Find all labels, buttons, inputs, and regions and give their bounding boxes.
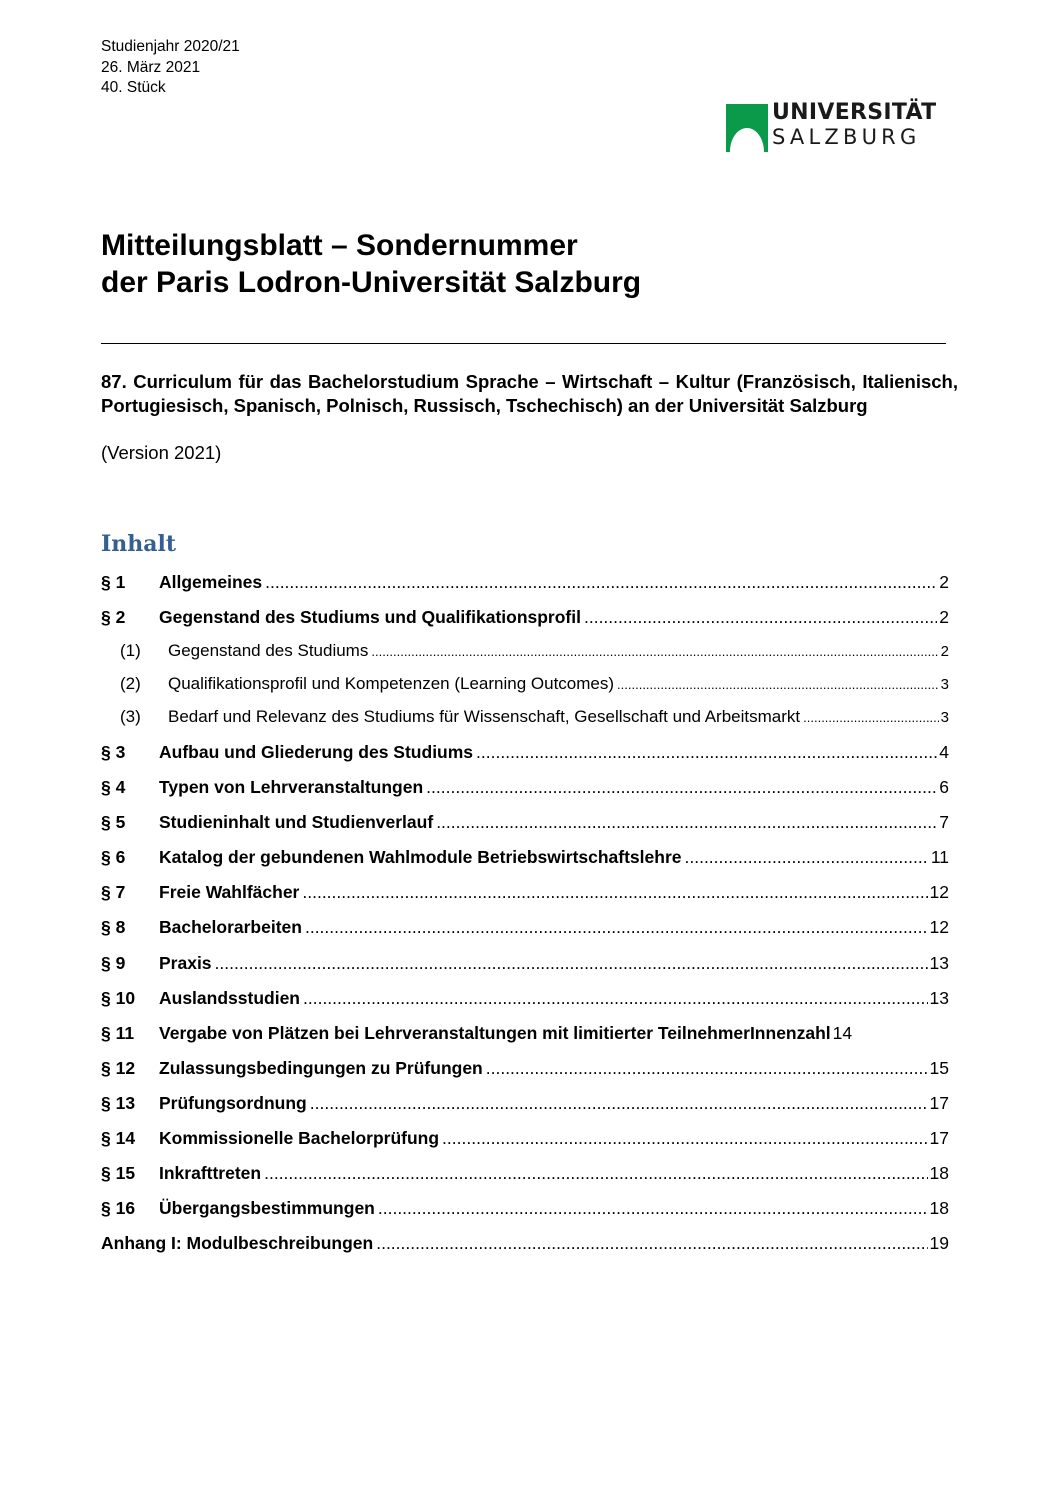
toc-leader-dots — [473, 742, 937, 763]
toc-entry[interactable] — [101, 674, 949, 698]
toc-entry-label: Zulassungsbedingungen zu Prüfungen — [159, 1058, 483, 1078]
toc-entry-page: 2 — [939, 572, 949, 592]
toc-entry-label: Bedarf und Relevanz des Studiums für Wissenschaft, Gesellschaft und Arbeitsmarkt — [168, 707, 801, 726]
toc-leader-dots — [614, 677, 939, 692]
toc-entry-label: Anhang I: Modulbeschreibungen — [101, 1233, 374, 1253]
toc-entry-page: 18 — [929, 1198, 949, 1218]
toc-leader-dots — [368, 644, 938, 659]
publication-info — [101, 37, 240, 99]
toc-entry-label: Bachelorarbeiten — [159, 917, 302, 937]
toc-entry[interactable] — [101, 988, 949, 1012]
toc-leader-dots — [299, 882, 927, 903]
academic-year: Studienjahr 2020/21 — [101, 38, 240, 55]
toc-entry[interactable] — [101, 607, 949, 631]
toc-entry-number: (3) — [120, 707, 141, 726]
toc-entry-number: § 9 — [101, 953, 126, 973]
toc-leader-dots — [682, 847, 929, 868]
toc-leader-dots — [375, 1198, 928, 1219]
toc-entry[interactable] — [101, 917, 949, 941]
toc-entry-label: Vergabe von Plätzen bei Lehrveranstaltungen mit limitierter TeilnehmerInnenzahl — [159, 1023, 831, 1043]
toc-entry-number: § 12 — [101, 1058, 136, 1078]
page-title-line2: der Paris Lodron-Universität Salzburg — [101, 266, 642, 299]
toc-entry-number: (2) — [120, 674, 141, 693]
toc-entry-number: (1) — [120, 641, 141, 660]
page-title — [101, 227, 641, 301]
university-logo — [726, 100, 937, 156]
toc-entry[interactable] — [101, 1093, 949, 1117]
toc-entry-label: Studieninhalt und Studienverlauf — [159, 812, 434, 832]
toc-entry[interactable] — [101, 882, 949, 906]
document-heading: 87. Curriculum für das Bachelorstudium Sprache – Wirtschaft – Kultur (Französisch, Italienisch, Portugiesisch, Spanisch, Polnisch, Russisch, Tschechisch) an der Universität Salzburg — [101, 371, 958, 416]
toc-entry-number: § 1 — [101, 572, 126, 592]
toc-entry-number: § 6 — [101, 847, 126, 867]
toc-leader-dots — [423, 777, 937, 798]
toc-title: Inhalt — [101, 531, 177, 557]
toc-entry-number: § 14 — [101, 1128, 136, 1148]
issue-date: 26. März 2021 — [101, 58, 201, 76]
toc-entry-number: § 11 — [101, 1023, 135, 1043]
toc-entry[interactable] — [101, 953, 949, 977]
toc-entry-label: Kommissionelle Bachelorprüfung — [159, 1128, 440, 1148]
toc-entry-label: Freie Wahlfächer — [159, 882, 300, 902]
toc-entry-number: § 10 — [101, 988, 136, 1008]
toc-entry-page: 18 — [929, 1163, 949, 1183]
toc-entry-label: Katalog der gebundenen Wahlmodule Betriebswirtschaftslehre — [159, 847, 682, 867]
toc-entry-page: 17 — [929, 1093, 949, 1113]
toc-entry-page: 3 — [940, 709, 949, 726]
toc-entry[interactable] — [101, 707, 949, 731]
toc-leader-dots — [433, 812, 937, 833]
toc-entry-label: Prüfungsordnung — [159, 1093, 307, 1113]
toc-entry[interactable] — [101, 1128, 949, 1152]
toc-entry-page: 3 — [940, 676, 949, 693]
toc-entry-number: § 15 — [101, 1163, 136, 1183]
toc-entry-page: 7 — [939, 812, 949, 832]
document-version: (Version 2021) — [101, 442, 222, 463]
toc-entry-page: 11 — [930, 847, 949, 867]
toc-entry-number: § 4 — [101, 777, 126, 797]
toc-entry-label: Auslandsstudien — [159, 988, 300, 1008]
toc-entry-number: § 16 — [101, 1198, 136, 1218]
toc-entry[interactable] — [101, 572, 949, 596]
toc-entry-number: § 13 — [101, 1093, 136, 1113]
toc-leader-dots — [262, 572, 937, 593]
toc-entry-number: § 3 — [101, 742, 126, 762]
toc-entry[interactable] — [101, 847, 949, 871]
toc-entry-page: 12 — [929, 917, 949, 937]
logo-arch-icon — [726, 104, 768, 152]
logo-wordmark-line1: UNIVERSITÄT — [772, 100, 937, 125]
toc-entry[interactable] — [101, 777, 949, 801]
toc-entry-label: Gegenstand des Studiums — [168, 641, 369, 660]
issue-number: 40. Stück — [101, 79, 166, 96]
toc-entry-page: 17 — [929, 1128, 949, 1148]
toc-leader-dots — [483, 1058, 928, 1079]
toc-entry-label: Typen von Lehrveranstaltungen — [159, 777, 424, 797]
toc-leader-dots — [307, 1093, 928, 1114]
toc-entry-number: § 8 — [101, 917, 126, 937]
logo-wordmark-line2: SALZBURG — [772, 125, 921, 149]
toc-entry[interactable] — [101, 812, 949, 836]
toc-leader-dots — [261, 1163, 927, 1184]
toc-entry-page: 4 — [939, 742, 949, 762]
toc-entry[interactable] — [101, 641, 949, 665]
toc-entry-page: 19 — [929, 1233, 949, 1253]
toc-entry-page: 12 — [929, 882, 949, 902]
toc-entry-label: Qualifikationsprofil und Kompetenzen (Learning Outcomes) — [168, 674, 615, 693]
toc-entry-page: 13 — [929, 953, 949, 973]
toc-leader-dots — [439, 1128, 927, 1149]
toc-entry-label: Allgemeines — [159, 572, 263, 592]
toc-entry[interactable] — [101, 1233, 949, 1257]
divider — [101, 343, 946, 344]
toc-entry-page: 14 — [832, 1023, 853, 1043]
toc-entry[interactable] — [101, 1023, 949, 1047]
toc-leader-dots — [302, 917, 928, 938]
toc-entry-label: Aufbau und Gliederung des Studiums — [159, 742, 474, 762]
toc-entry[interactable] — [101, 1058, 949, 1082]
page-title-line1: Mitteilungsblatt – Sondernummer — [101, 229, 578, 262]
toc-entry-page: 13 — [929, 988, 949, 1008]
toc-leader-dots — [373, 1233, 927, 1254]
toc-leader-dots — [300, 988, 928, 1009]
toc-leader-dots — [581, 607, 937, 628]
toc-entry-label: Praxis — [159, 953, 212, 973]
toc-leader-dots — [212, 953, 928, 974]
toc-entry-page: 15 — [929, 1058, 949, 1078]
toc-entry-number: § 5 — [101, 812, 126, 832]
toc-entry[interactable] — [101, 742, 949, 766]
toc-entry[interactable] — [101, 1198, 949, 1222]
toc-entry[interactable] — [101, 1163, 949, 1187]
toc-leader-dots — [800, 710, 939, 725]
toc-entry-page: 2 — [939, 607, 949, 627]
toc-entry-label: Gegenstand des Studiums und Qualifikationsprofil — [159, 607, 581, 627]
toc-entry-label: Übergangsbestimmungen — [159, 1198, 375, 1218]
toc-entry-page: 6 — [939, 777, 949, 797]
toc-entry-number: § 7 — [101, 882, 126, 902]
toc-entry-number: § 2 — [101, 607, 126, 627]
toc-entry-label: Inkrafttreten — [159, 1163, 262, 1183]
toc-entry-page: 2 — [940, 643, 949, 660]
